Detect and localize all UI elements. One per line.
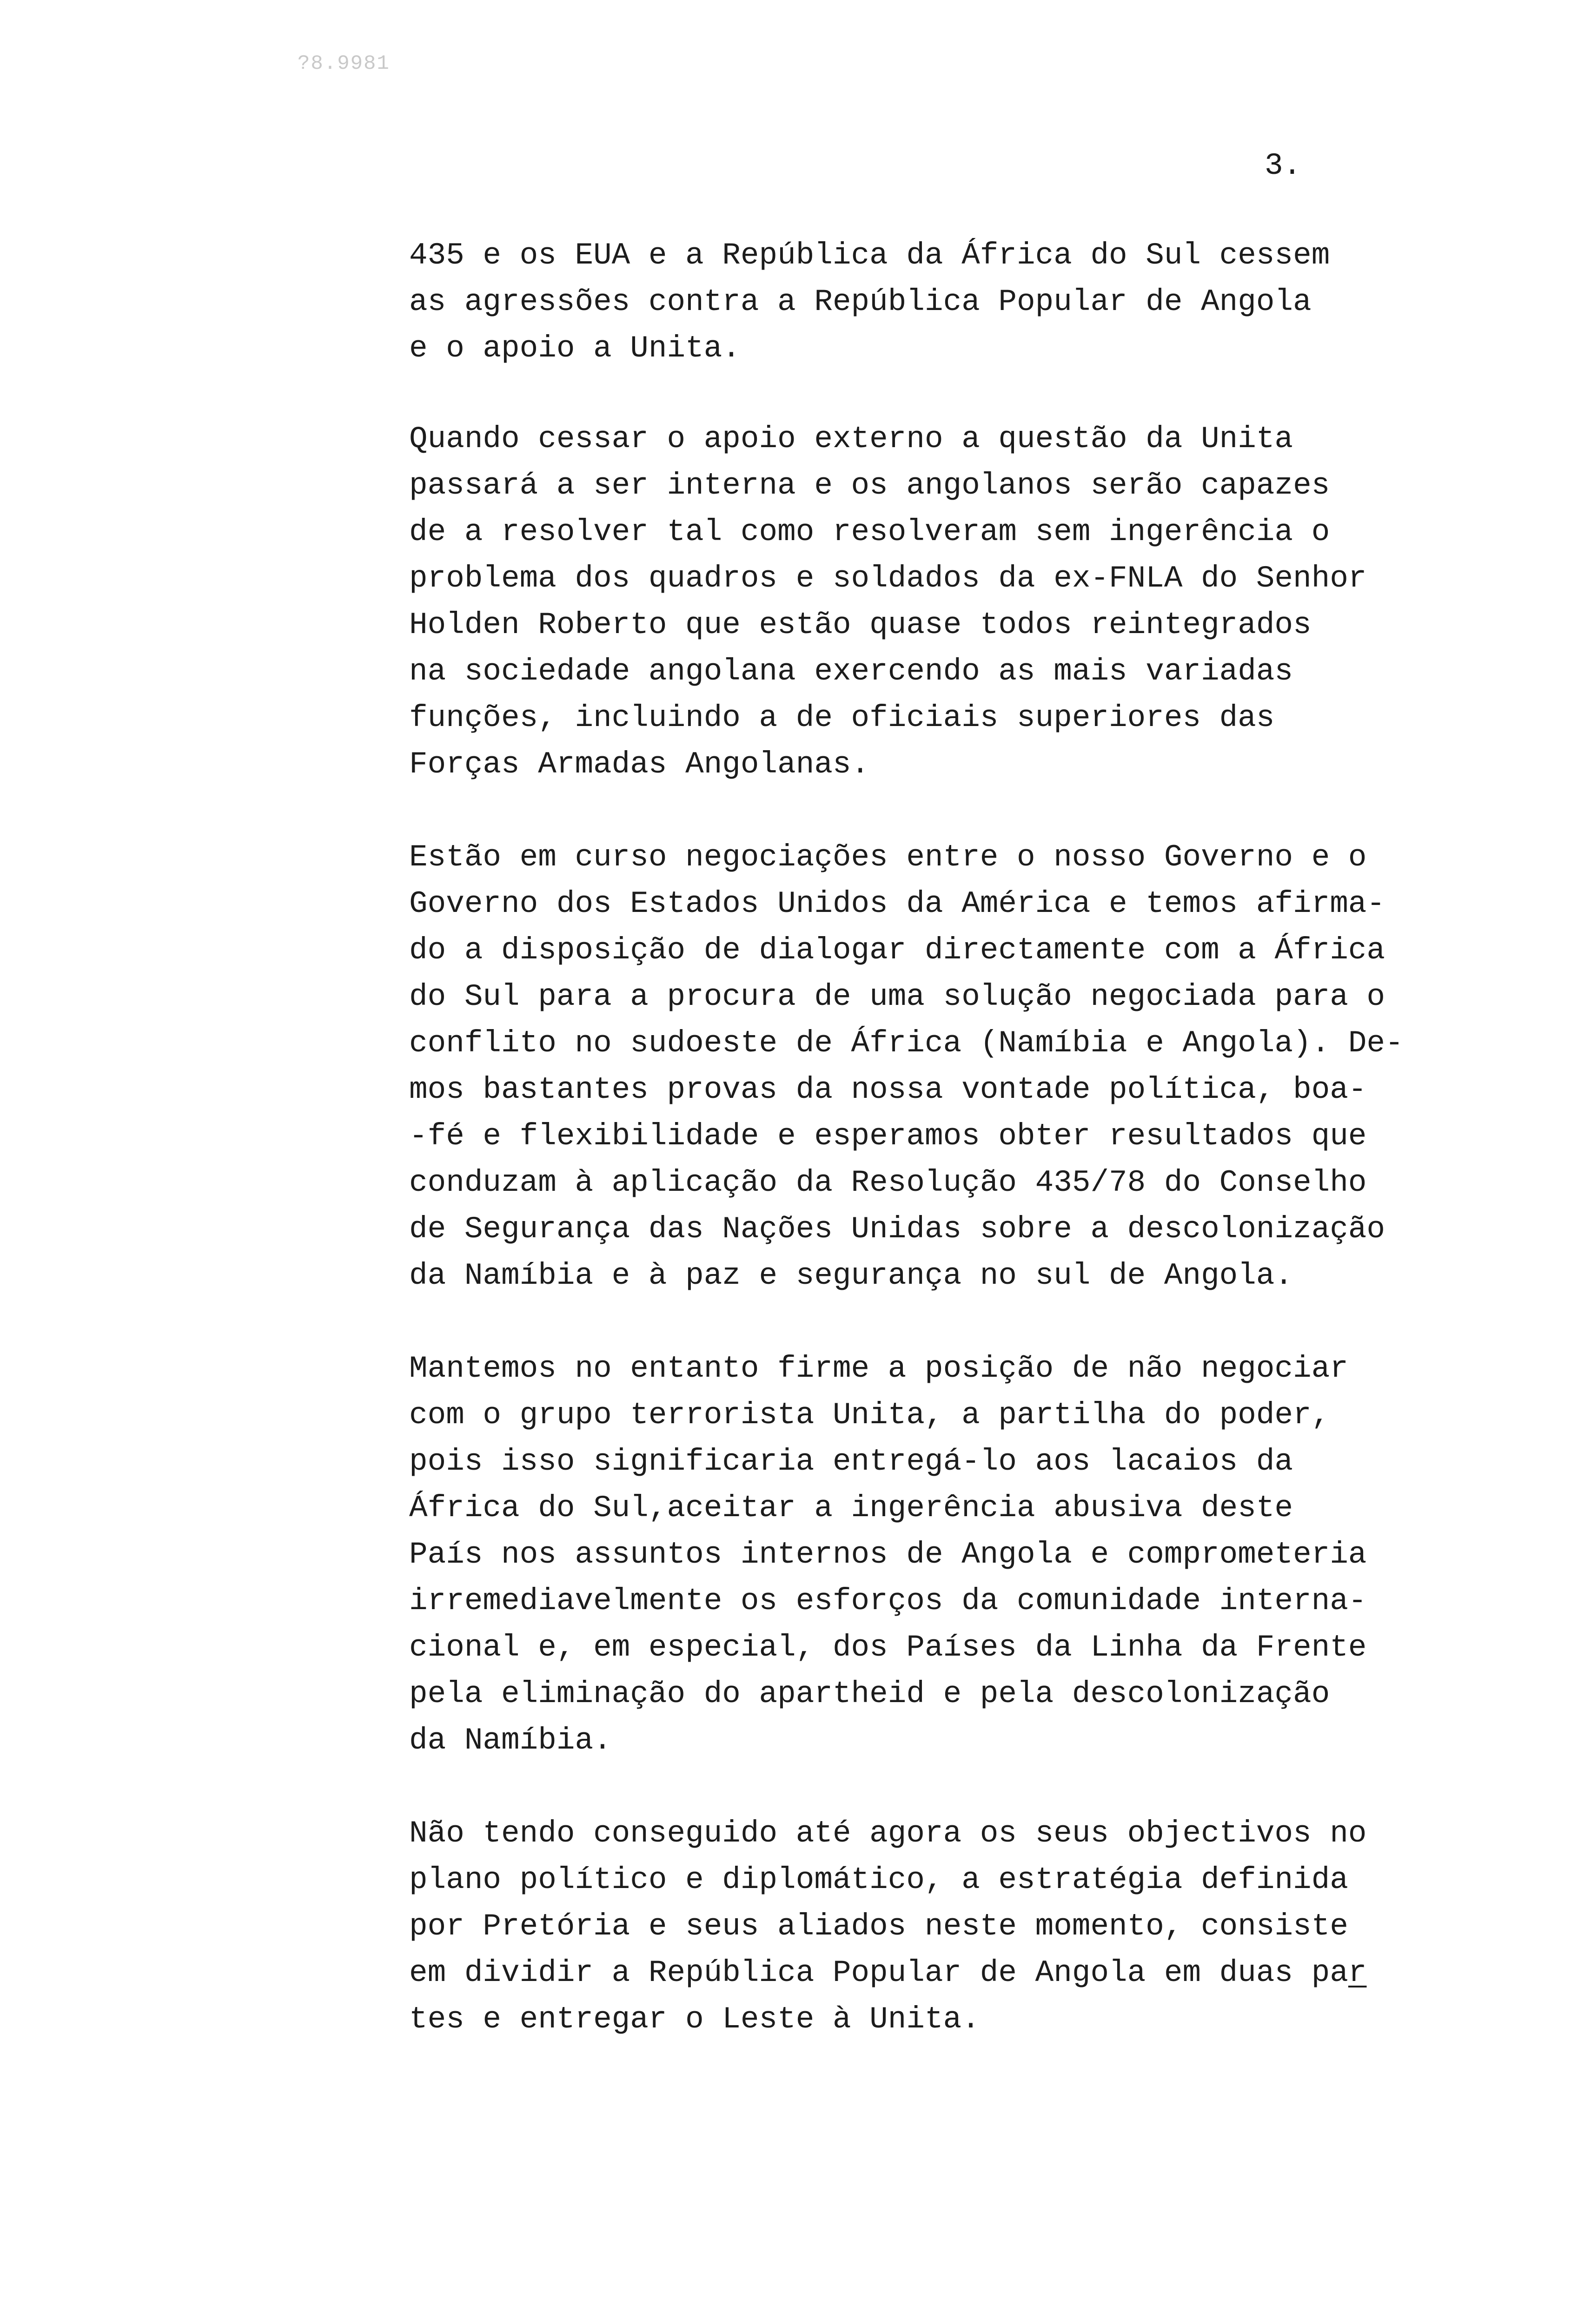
- text-line: de a resolver tal como resolveram sem ingerência o: [409, 515, 1330, 549]
- text-line: Estão em curso negociações entre o nosso Governo e o: [409, 840, 1367, 875]
- text-line: -fé e flexibilidade e esperamos obter resultados que: [409, 1119, 1367, 1154]
- text-line: 435 e os EUA e a República da África do Sul cessem: [409, 238, 1330, 273]
- page-number: 3.: [1265, 148, 1302, 183]
- text-line: pela eliminação do apartheid e pela descolonização: [409, 1677, 1330, 1711]
- text-line: Quando cessar o apoio externo a questão da Unita: [409, 422, 1293, 456]
- text-line: do Sul para a procura de uma solução negociada para o: [409, 979, 1385, 1014]
- text-line: por Pretória e seus aliados neste momento, consiste: [409, 1909, 1348, 1944]
- text-line: conduzam à aplicação da Resolução 435/78 do Conselho: [409, 1165, 1367, 1200]
- text-line: plano político e diplomático, a estratégia definida: [409, 1862, 1348, 1897]
- text-line: as agressões contra a República Popular de Angola: [409, 284, 1312, 319]
- text-line: do a disposição de dialogar directamente com a África: [409, 933, 1385, 968]
- paragraph: [409, 1810, 1460, 2043]
- text-line: conflito no sudoeste de África (Namíbia e Angola). De-: [409, 1026, 1404, 1061]
- text-line: País nos assuntos internos de Angola e comprometeria: [409, 1537, 1367, 1572]
- paragraph: [409, 416, 1460, 788]
- paragraph: [409, 834, 1460, 1299]
- text-line: e o apoio a Unita.: [409, 331, 741, 366]
- text-line: Não tendo conseguido até agora os seus objectivos no: [409, 1816, 1367, 1851]
- underlined-char: r: [1348, 1955, 1367, 1990]
- text-line: da Namíbia e à paz e segurança no sul de Angola.: [409, 1258, 1293, 1293]
- text-line: pois isso significaria entregá-lo aos lacaios da: [409, 1444, 1293, 1479]
- text-line: Governo dos Estados Unidos da América e temos afirma-: [409, 886, 1385, 921]
- text-line-segment: em dividir a República Popular de Angola em duas pa: [409, 1955, 1348, 1990]
- paragraph: [409, 1346, 1460, 1764]
- text-line: irremediavelmente os esforços da comunidade interna-: [409, 1584, 1367, 1618]
- text-line: Holden Roberto que estão quase todos reintegrados: [409, 607, 1312, 642]
- text-line: problema dos quadros e soldados da ex-FNLA do Senhor: [409, 561, 1367, 596]
- text-line: na sociedade angolana exercendo as mais variadas: [409, 654, 1293, 689]
- text-line: funções, incluindo a de oficiais superiores das: [409, 700, 1275, 735]
- text-line: passará a ser interna e os angolanos serão capazes: [409, 468, 1330, 503]
- text-line: mos bastantes provas da nossa vontade política, boa-: [409, 1072, 1367, 1107]
- text-line: [409, 1950, 1460, 1996]
- text-line: da Namíbia.: [409, 1723, 612, 1758]
- text-line: de Segurança das Nações Unidas sobre a descolonização: [409, 1212, 1385, 1247]
- text-line: África do Sul,aceitar a ingerência abusiva deste: [409, 1491, 1293, 1525]
- text-line: Forças Armadas Angolanas.: [409, 747, 870, 782]
- text-line: Mantemos no entanto firme a posição de não negociar: [409, 1351, 1348, 1386]
- paragraph: [409, 232, 1460, 372]
- text-line: com o grupo terrorista Unita, a partilha do poder,: [409, 1398, 1330, 1433]
- text-line: tes e entregar o Leste à Unita.: [409, 2002, 980, 2037]
- archive-stamp: ?8.9981: [298, 52, 390, 75]
- text-line: cional e, em especial, dos Países da Linha da Frente: [409, 1630, 1367, 1665]
